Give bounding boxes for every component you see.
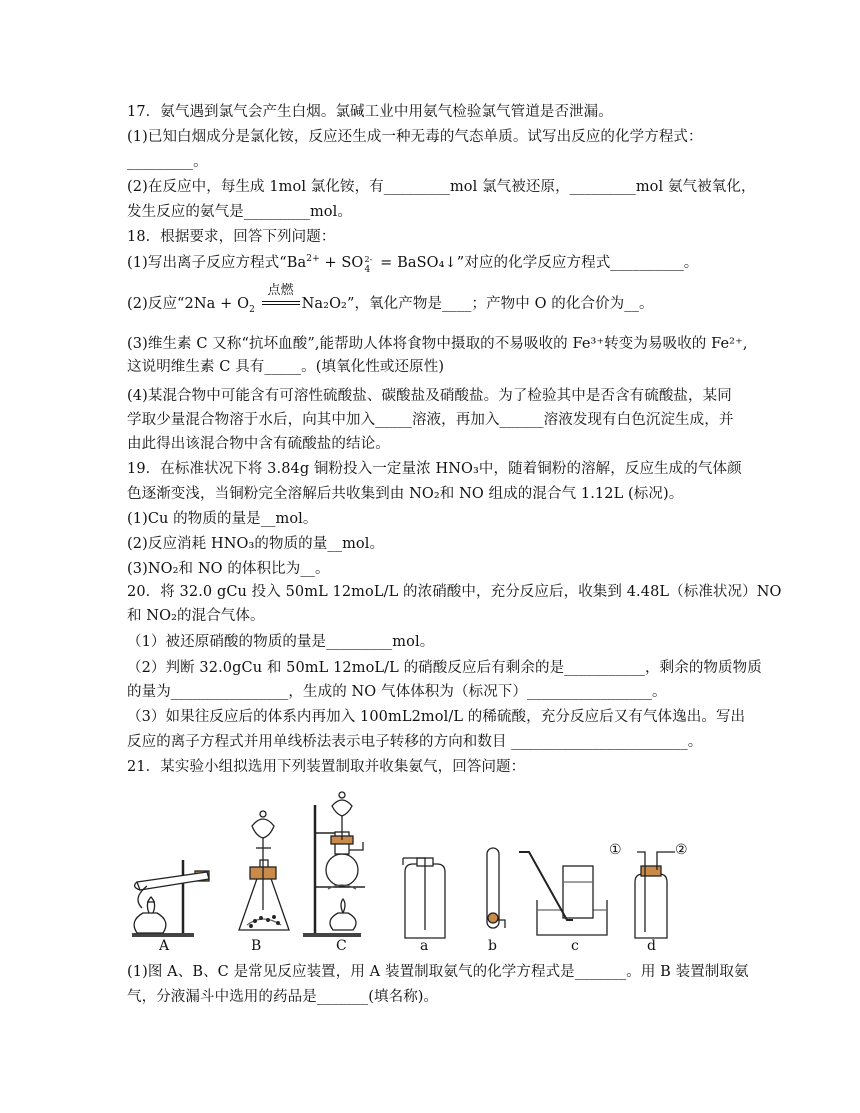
figure-label-a: a [420,938,429,954]
q18-part1-mid: + SO [319,255,364,271]
q20-part2: （2）判断 32.0gCu 和 50mL 12moL/L 的硝酸反应后有剩余的是___________，剩余的物质物质 [127,660,762,676]
q18-part2-prefix: (2)反应“2Na + O [127,296,250,312]
q18-part1-suffix: = BaSO₄↓”对应的化学反应方程式__________。 [375,255,699,271]
q21-part1: (1)图 A、B、C 是常见反应装置，用 A 装置制取氨气的化学方程式是_______。用 B 装置制取氨 [127,964,749,980]
q18-part2 [127,283,654,315]
apparatus-A [132,860,209,937]
q19-part1: (1)Cu 的物质的量是__mol。 [127,511,318,527]
q19-stem: 19．在标准状况下将 3.84g 铜粉投入一定量浓 HNO₃中，随着铜粉的溶解，反应生成的气体颜 [127,461,742,477]
q18-part1-prefix: (1)写出离子反应方程式“Ba [127,255,307,271]
q21-part1-cont: 气，分液漏斗中选用的药品是_______(填名称)。 [127,989,439,1005]
q18-part4: (4)某混合物中可能含有可溶性硫酸盐、碳酸盐及硝酸盐。为了检验其中是否含有硫酸盐，某同 [127,388,732,404]
so4-charge: 2- [364,255,373,264]
apparatus-c [519,852,607,935]
apparatus-d [635,852,675,938]
q18-part4-cont1: 学取少量混合物溶于水后，向其中加入_____溶液，再加入______溶液发现有白色沉淀生成，并 [127,412,734,428]
figure-label-d: d [647,938,656,954]
q17-part2: (2)在反应中，每生成 1mol 氯化铵，有_________mol 氯气被还原，_________mol 氨气被氧化， [127,179,756,195]
q19-part3: (3)NO₂和 NO 的体积比为__。 [127,561,330,577]
q17-stem: 17．氨气遇到氯气会产生白烟。氯碱工业中用氨气检验氯气管道是否泄漏。 [127,104,613,120]
apparatus-figure [127,790,727,960]
apparatus-B [239,811,289,930]
q18-stem: 18．根据要求，回答下列问题： [127,229,336,245]
figure-label-B: B [251,938,262,954]
q20-part2-cont: 的量为________________，生成的 NO 气体体积为（标况下）_________________。 [127,684,667,700]
apparatus-drawing [127,790,727,960]
q21-stem: 21．某实验小组拟选用下列装置制取并收集氨气，回答问题： [127,759,526,775]
figure-label-b: b [488,938,497,954]
q18-part1 [127,253,698,273]
q18-part2-product: Na₂O₂”，氧化产物是____；产物中 O 的化合价为__。 [301,296,654,312]
figure-label-C: C [336,938,347,954]
q18-part3-cont: 这说明维生素 C 具有_____。(填氧化性或还原性) [127,359,445,375]
port-2-label: ② [675,842,688,858]
q20-stem-cont: 和 NO₂的混合气体。 [127,608,265,624]
q20-stem: 20．将 32.0 gCu 投入 50mL 12moL/L 的浓硝酸中，充分反应后，收集到 4.48L（标准状况）NO [127,584,782,600]
q17-part2-cont: 发生反应的氨气是_________mol。 [127,204,352,220]
port-1-label: ① [609,842,622,858]
so4-subsup [363,253,375,273]
q18-part3: (3)维生素 C 又称“抗坏血酸”,能帮助人体将食物中摄取的不易吸收的 Fe³⁺转变为易吸收的 Fe²⁺, [127,336,748,352]
q20-part3: （3）如果往反应后的体系内再加入 100mL2mol/L 的稀硫酸，充分反应后又有气体逸出。写出 [127,709,746,725]
ba-charge: 2+ [306,254,320,265]
apparatus-a [403,858,445,938]
o2-sub: 2 [249,304,255,315]
q17-part1-blank: _________。 [127,154,208,170]
q18-part4-cont2: 由此得出该混合物中含有硫酸盐的结论。 [127,436,390,452]
q19-part2: (2)反应消耗 HNO₃的物质的量__mol。 [127,536,385,552]
apparatus-b [487,848,505,928]
condition-label: 点燃 [267,283,294,298]
q20-part3-cont: 反应的离子方程式并用单线桥法表示电子转移的方向和数目 ________________________。 [127,734,703,750]
figure-label-c: c [571,938,579,954]
q17-part1: (1)已知白烟成分是氯化铵，反应还生成一种无毒的气态单质。试写出反应的化学方程式： [127,129,703,145]
figure-label-A: A [159,938,170,954]
q19-stem-cont: 色逐渐变浅，当铜粉完全溶解后共收集到由 NO₂和 NO 组成的混合气 1.12L (标况)。 [127,486,684,502]
q20-part1: （1）被还原硝酸的物质的量是_________mol。 [127,634,435,650]
so4-sub: 4 [364,265,371,275]
reaction-condition-arrow [260,283,302,314]
apparatus-C [303,792,365,937]
